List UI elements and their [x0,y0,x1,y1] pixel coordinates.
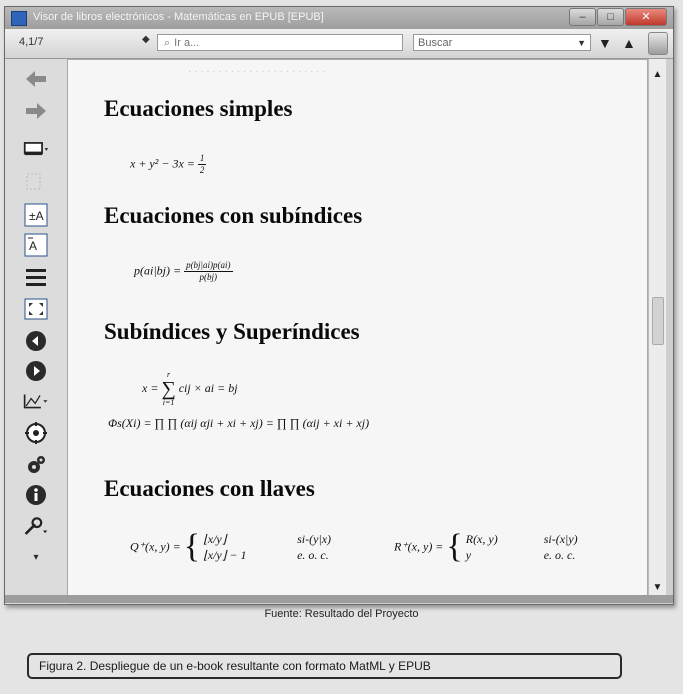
equation-simple: x + y² − 3x = $\frac{1}{2}$ [130,153,205,175]
minimize-button[interactable]: – [569,8,596,26]
tools-icon[interactable] [23,515,49,539]
previous-icon[interactable] [23,329,49,353]
font-smaller-icon[interactable] [23,233,49,257]
fit-icon[interactable] [23,297,49,321]
brace-glyph: { [183,528,201,565]
search-up-icon[interactable]: ▲ [622,35,636,51]
title-bar[interactable] [5,7,673,29]
next-icon[interactable] [23,359,49,383]
heading-subindices: Ecuaciones con subíndices [104,203,363,228]
toolbar [5,29,673,59]
goto-input[interactable]: ⌕ Ir a... [157,34,403,51]
scrollbar-thumb[interactable] [652,297,664,345]
copy-icon[interactable] [23,171,49,195]
equation-brace-r: R⁺(x, y) = { R(x, y) si-(x|y) y e. o. c. [394,528,578,565]
ebook-viewer-window [4,6,674,605]
heading-llaves: Ecuaciones con llaves [104,476,315,501]
fraction: $\frac{p(bj|ai)p(ai)}{p(bj)}$ [186,260,231,282]
preferences-icon[interactable] [23,421,49,445]
scroll-up-icon[interactable]: ▲ [652,69,663,80]
tool-sidebar [5,59,67,604]
sum-operator: r ∑ i=1 [161,370,176,407]
page-spin-icon[interactable]: ◆ [142,34,150,45]
page-counter[interactable]: 4,1/7 [19,36,44,48]
equation-summation: x = r ∑ i=1 cij × ai = bj [142,370,238,407]
equation-conditional: p(ai|bj) = $\frac{p(bj|ai)p(ai)}{p(bj)}$ [134,260,231,282]
search-down-icon[interactable]: ▼ [598,35,612,51]
forward-icon[interactable] [23,99,49,123]
window-controls [569,8,667,26]
toc-icon[interactable] [23,265,49,289]
cases-block: ⌊x/y⌋ si-(y|x) ⌊x/y⌋ − 1 e. o. c. [203,532,332,562]
settings-icon[interactable] [23,453,49,477]
chevron-down-icon[interactable]: ▼ [577,38,586,48]
search-icon: ⌕ [164,37,171,49]
svg-text:A: A [29,239,38,253]
vertical-scrollbar[interactable] [648,59,666,599]
cases-block: R(x, y) si-(x|y) y e. o. c. [465,532,578,562]
heading-simple: Ecuaciones simples [104,96,293,121]
info-icon[interactable] [23,483,49,507]
figure-caption-box [27,653,622,679]
chart-icon[interactable] [23,389,49,413]
show-through-text: · · · · · · · · · · · · · · · · · · · · · · · [188,66,326,77]
fraction: $\frac{1}{2}$ [199,153,205,175]
equation-product: Φs(Xi) = ∏ ∏ (αij αji + xi + xj) = ∏ ∏ (αij + xi + xj) [108,416,370,430]
window-title: Visor de libros electrónicos - Matemáticas en EPUB [EPUB] [33,11,324,23]
back-icon[interactable] [23,67,49,91]
brace-glyph: { [446,528,463,565]
equation-brace-q: Q⁺(x, y) = { ⌊x/y⌋ si-(y|x) ⌊x/y⌋ − 1 e. o. c. [130,528,332,565]
library-icon[interactable] [23,137,49,161]
source-caption: Fuente: Resultado del Proyecto [264,608,419,620]
svg-text:±A: ±A [29,209,44,223]
app-icon [11,11,27,26]
status-strip [5,595,673,603]
figure-caption: Figura 2. Despliegue de un e-book resultante con formato MatML y EPUB [39,659,431,673]
search-input[interactable]: Buscar ▼ [413,34,591,51]
close-button[interactable]: ✕ [625,8,667,26]
font-larger-icon[interactable] [23,203,49,227]
more-tools-icon[interactable]: ▾ [33,551,39,563]
scroll-down-icon[interactable]: ▼ [652,582,663,593]
maximize-button[interactable]: □ [597,8,624,26]
book-page[interactable] [67,59,648,599]
heading-sub-superindices: Subíndices y Superíndices [104,319,360,344]
fullscreen-button[interactable] [648,32,668,55]
